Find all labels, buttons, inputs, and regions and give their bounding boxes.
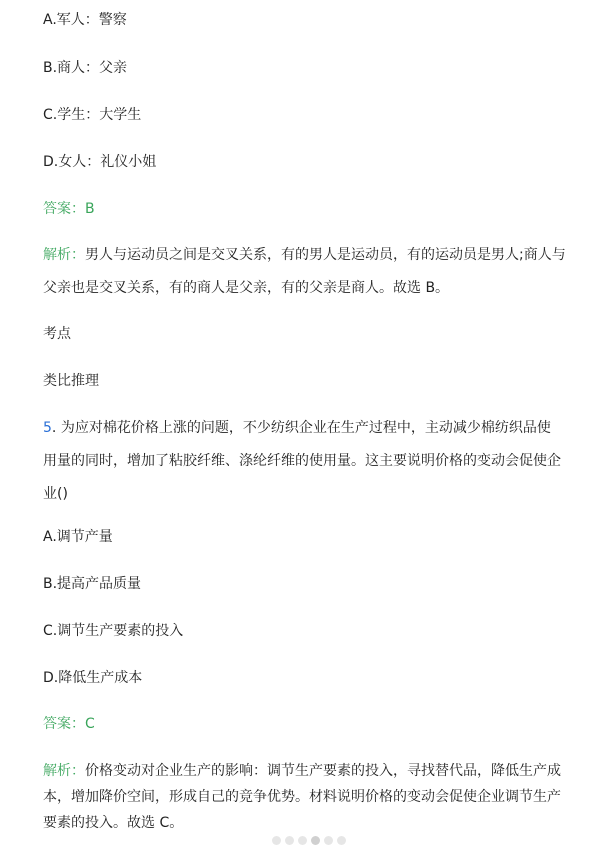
q5-answer xyxy=(43,714,95,734)
q5-answer-value: C xyxy=(85,716,95,732)
q5-option-c: C.调节生产要素的投入 xyxy=(43,623,184,639)
page-indicator xyxy=(272,836,346,845)
q4-analysis-label: 解析： xyxy=(43,247,85,263)
q5-analysis-line3: 要素的投入。故选 C。 xyxy=(43,815,184,831)
q4-kaodian-value: 类比推理 xyxy=(43,373,99,389)
page-dot-active xyxy=(311,836,320,845)
q5-analysis-label: 解析： xyxy=(43,763,85,779)
q5-answer-label: 答案： xyxy=(43,716,85,732)
page-dot xyxy=(285,836,294,845)
page-dot xyxy=(337,836,346,845)
q4-option-b: B.商人：父亲 xyxy=(43,60,128,76)
q5-option-d: D.降低生产成本 xyxy=(43,670,143,686)
q4-answer xyxy=(43,199,95,219)
q4-analysis-line1: 男人与运动员之间是交叉关系，有的男人是运动员，有的运动员是男人;商人与 xyxy=(85,247,566,263)
page-dot xyxy=(324,836,333,845)
q5-option-b: B.提高产品质量 xyxy=(43,576,142,592)
q4-answer-value: B xyxy=(85,201,95,217)
q4-analysis xyxy=(43,245,573,298)
q4-option-a: A.军人：警察 xyxy=(43,12,127,28)
q4-option-d: D.女人：礼仪小姐 xyxy=(43,154,157,170)
q5-stem-line1: . 为应对棉花价格上涨的问题，不少纺织企业在生产过程中，主动减少棉纺织品使 xyxy=(51,420,551,436)
q5-stem xyxy=(43,418,573,504)
q4-analysis-line2: 父亲也是交叉关系，有的商人是父亲，有的父亲是商人。故选 B。 xyxy=(43,280,450,296)
q4-option-c: C.学生：大学生 xyxy=(43,107,142,123)
q4-kaodian-label: 考点 xyxy=(43,326,71,342)
q5-analysis-line1: 价格变动对企业生产的影响：调节生产要素的投入，寻找替代品，降低生产成 xyxy=(85,763,561,779)
q5-analysis xyxy=(43,761,573,833)
q4-answer-label: 答案： xyxy=(43,201,85,217)
q5-number: 5 xyxy=(43,420,52,436)
q5-option-a: A.调节产量 xyxy=(43,529,113,545)
page-dot xyxy=(272,836,281,845)
page-dot xyxy=(298,836,307,845)
q5-stem-line3: 业() xyxy=(43,486,68,502)
q5-stem-line2: 用量的同时，增加了粘胶纤维、涤纶纤维的使用量。这主要说明价格的变动会促使企 xyxy=(43,453,561,469)
q5-analysis-line2: 本，增加降价空间，形成自己的竞争优势。材料说明价格的变动会促使企业调节生产 xyxy=(43,789,561,805)
